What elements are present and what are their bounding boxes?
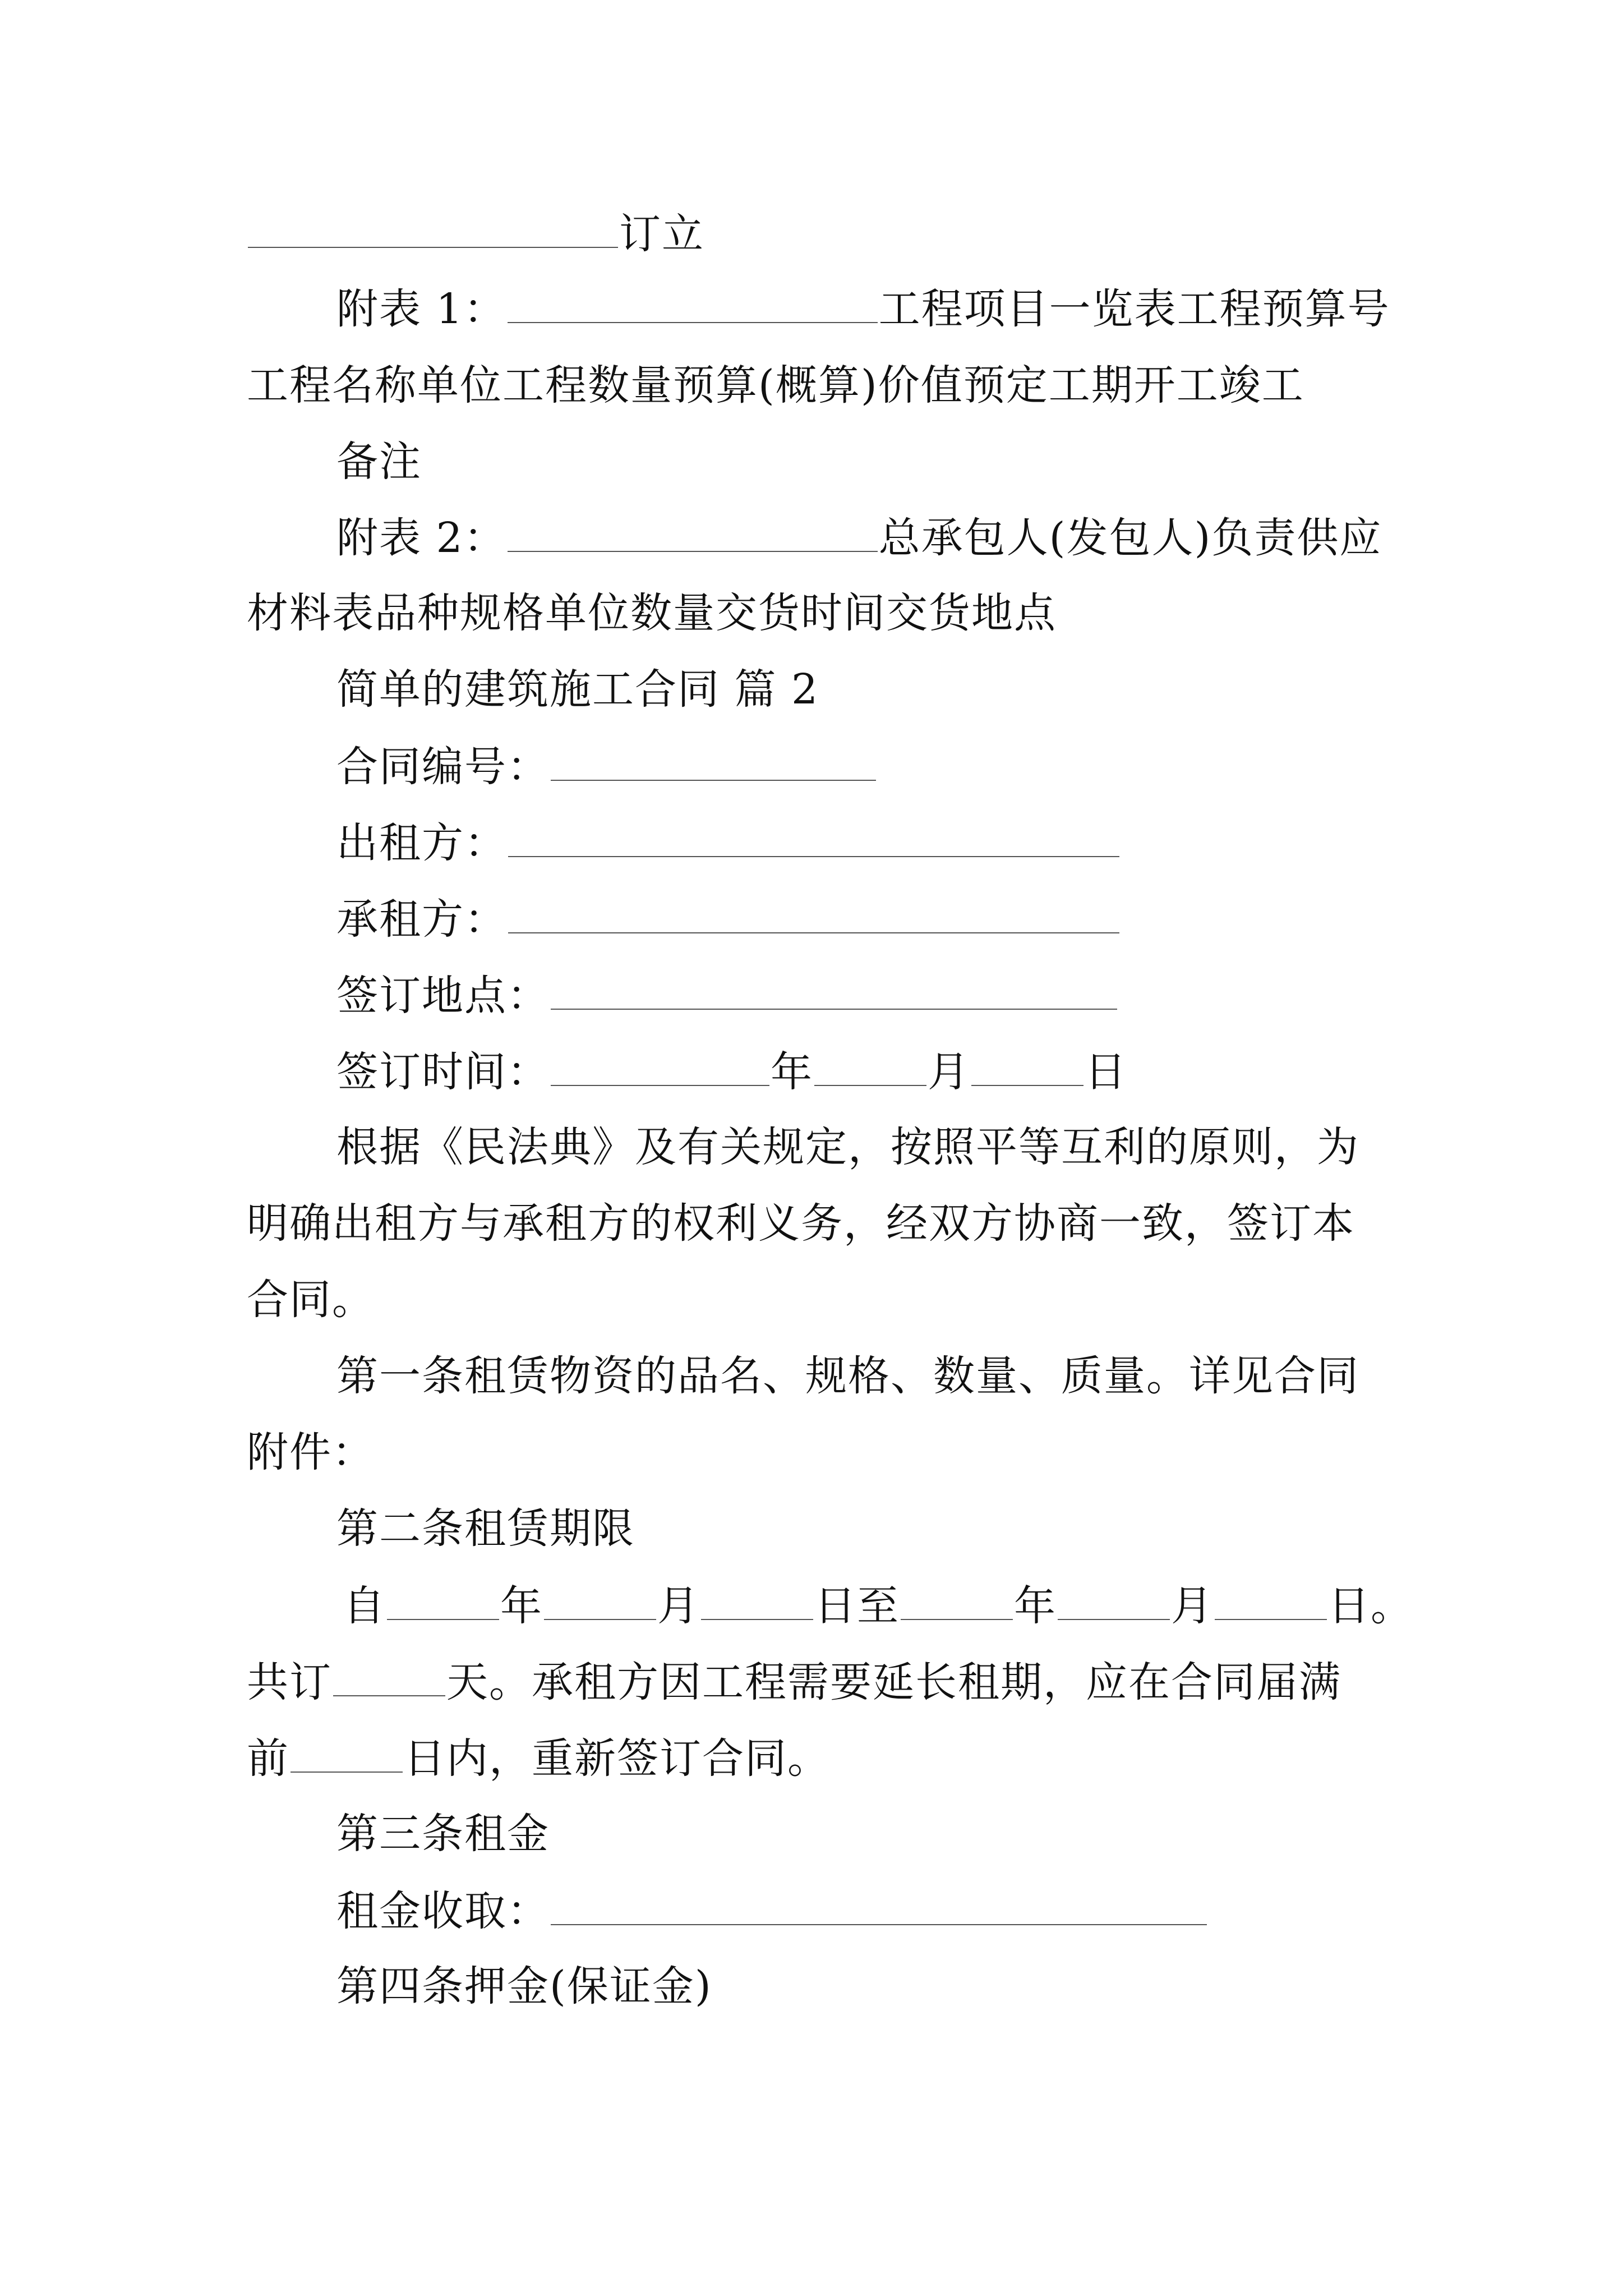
- blank: [508, 821, 1119, 857]
- article-2-title: [336, 1504, 635, 1553]
- text: 第一条租赁物资的品名、规格、数量、质量。详见合同: [336, 1352, 1359, 1400]
- text: 自: [343, 1582, 386, 1630]
- text: 前: [247, 1734, 289, 1783]
- blank: [544, 1584, 656, 1620]
- blank: [1215, 1584, 1327, 1620]
- text: 第二条租赁期限: [336, 1504, 635, 1553]
- text: 第四条押金(保证金): [336, 1962, 712, 2010]
- signing-line: [247, 210, 704, 258]
- appendix-2-line: [336, 514, 1382, 562]
- blank: [508, 287, 878, 323]
- text: 工程项目一览表工程预算号: [878, 285, 1390, 333]
- blank: [551, 745, 876, 781]
- blank: [508, 516, 878, 552]
- blank: [971, 1050, 1083, 1086]
- lessee-line: [336, 895, 1121, 944]
- text: 附件：: [247, 1428, 375, 1476]
- article-4-title: [336, 1962, 712, 2010]
- blank: [701, 1584, 813, 1620]
- text: 日内，重新签订合同。: [404, 1734, 830, 1783]
- text: 月: [657, 1582, 700, 1630]
- signing-place-line: [336, 972, 1118, 1020]
- text: 签订时间：: [336, 1048, 550, 1096]
- text: 年: [1014, 1582, 1057, 1630]
- text: 共订: [247, 1658, 332, 1706]
- appendix-1-remark: [336, 438, 422, 486]
- text: 工程名称单位工程数量预算(概算)价值预定工期开工竣工: [247, 361, 1304, 409]
- appendix-1-line: [336, 285, 1390, 333]
- blank: [551, 1889, 1207, 1925]
- article-2-renew-line: [247, 1734, 830, 1783]
- lessor-line: [336, 819, 1121, 867]
- text: 年: [771, 1048, 813, 1096]
- article-1-line: [247, 1428, 375, 1476]
- text: 第三条租金: [336, 1810, 550, 1858]
- appendix-2-columns: [247, 589, 1057, 637]
- article-1-line: [336, 1352, 1359, 1400]
- text: 简单的建筑施工合同 篇 2: [336, 665, 819, 714]
- text: 合同编号：: [336, 743, 550, 791]
- text: 订立: [619, 210, 704, 258]
- article-2-days-line: [247, 1658, 1341, 1706]
- text: 总承包人(发包人)负责供应: [878, 514, 1382, 562]
- blank: [248, 212, 618, 248]
- text: 年: [500, 1582, 543, 1630]
- blank: [387, 1584, 499, 1620]
- text: 月: [928, 1048, 970, 1096]
- blank: [551, 974, 1117, 1010]
- appendix-1-columns: [247, 361, 1304, 409]
- paragraph-line: [247, 1276, 375, 1324]
- paragraph-line: [336, 1123, 1359, 1171]
- text: 合同。: [247, 1276, 375, 1324]
- text: 附表 2：: [336, 514, 506, 562]
- text: 月: [1171, 1582, 1214, 1630]
- text: 日至: [814, 1582, 900, 1630]
- text: 附表 1：: [336, 285, 506, 333]
- text: 日: [1085, 1048, 1127, 1096]
- text: 天。承租方因工程需要延长租期，应在合同届满: [446, 1658, 1341, 1706]
- text: 租金收取：: [336, 1887, 550, 1935]
- article-3-title: [336, 1810, 550, 1858]
- blank: [508, 898, 1119, 933]
- text: 日。: [1328, 1582, 1413, 1630]
- text: 材料表品种规格单位数量交货时间交货地点: [247, 589, 1057, 637]
- rent-collection-line: [336, 1887, 1208, 1935]
- blank: [901, 1584, 1013, 1620]
- section-title: [336, 665, 819, 714]
- blank: [1058, 1584, 1170, 1620]
- text: 备注: [336, 438, 422, 486]
- text: 签订地点：: [336, 972, 550, 1020]
- text: 根据《民法典》及有关规定，按照平等互利的原则，为: [336, 1123, 1359, 1171]
- signing-date-line: [336, 1048, 1127, 1096]
- text: 明确出租方与承租方的权利义务，经双方协商一致，签订本: [247, 1199, 1355, 1248]
- blank: [814, 1050, 926, 1086]
- article-2-period-line: [343, 1582, 1413, 1630]
- text: 承租方：: [336, 895, 507, 944]
- blank: [333, 1660, 445, 1696]
- paragraph-line: [247, 1199, 1355, 1248]
- contract-number-line: [336, 743, 877, 791]
- text: 出租方：: [336, 819, 507, 867]
- blank: [291, 1737, 403, 1773]
- blank: [551, 1050, 769, 1086]
